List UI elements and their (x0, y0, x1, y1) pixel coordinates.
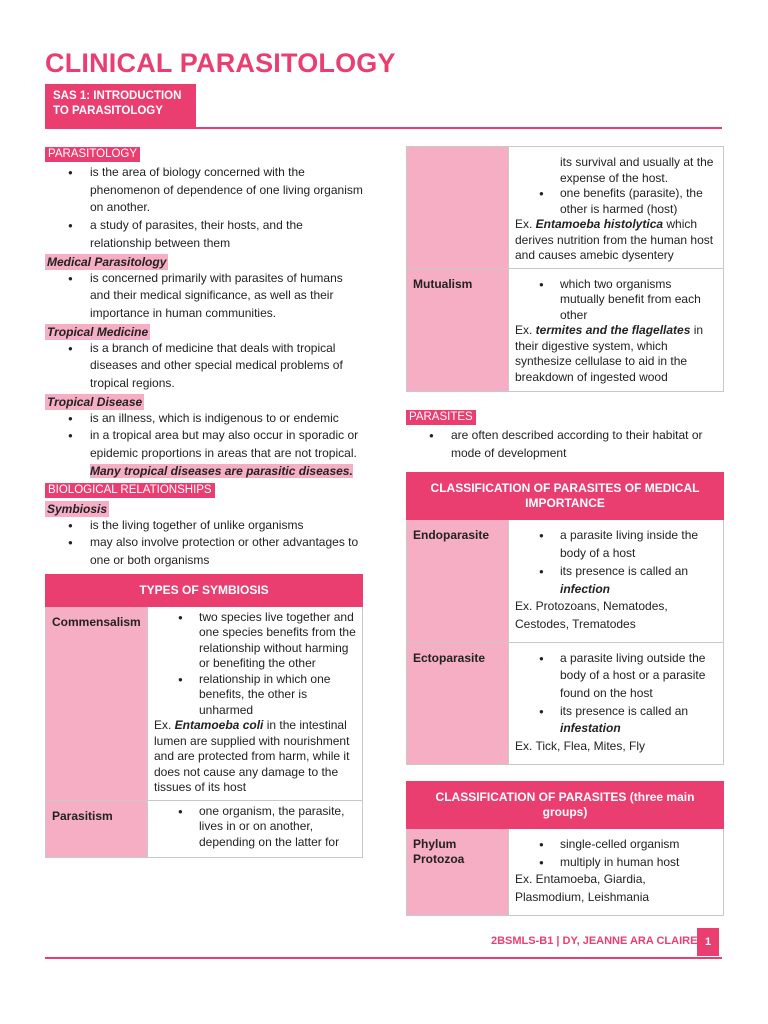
term-tropical-medicine: Tropical Medicine (47, 324, 149, 339)
table-row (407, 520, 724, 642)
list-item: ● is the area of biology concerned with the phenomenon of dependence of one living organism on another. (45, 164, 363, 217)
list-item: ● which two organisms mutually benefit from each other (515, 277, 717, 324)
list-item: ● are often described according to their habitat or mode of development (406, 427, 724, 462)
row-label: Ectoparasite (407, 642, 509, 764)
table-row (407, 268, 724, 392)
list-item: ● a parasite living inside the body of a host (515, 527, 717, 562)
example-text: Ex. Protozoans, Nematodes, Cestodes, Trematodes (515, 599, 668, 631)
table-header: CLASSIFICATION OF PARASITES OF MEDICAL IMPORTANCE (407, 473, 724, 520)
symbiosis-list (45, 517, 363, 570)
list-item: ● single-celled organism (515, 836, 717, 854)
parasitology-list (45, 164, 363, 253)
right-column (406, 146, 724, 916)
three-main-groups-table (406, 781, 724, 916)
row-value (509, 642, 724, 764)
list-item: ● its presence is called an infestation (515, 703, 717, 738)
list-item: ● is a branch of medicine that deals with tropical diseases and other special medical problems of tropical regions. (45, 340, 363, 393)
list-item: ● two species live together and one species benefits from the relationship without harming or benefiting the other (154, 610, 356, 672)
example-text: Ex. Entamoeba histolytica which derives nutrition from the human host and causes amebic dysentery (515, 217, 714, 262)
table-header: CLASSIFICATION OF PARASITES (three main groups) (407, 781, 724, 828)
list-item: ● a parasite living outside the body of a host or a parasite found on the host (515, 650, 717, 703)
highlighted-text: Many tropical diseases are parasitic diseases. (90, 463, 353, 478)
row-label: Endoparasite (407, 520, 509, 642)
example-text: Ex. Entamoeba coli in the intestinal lumen are supplied with nourishment and are protected from harm, while it does not cause any damage to the tissues of its host (154, 718, 350, 795)
parasitology-heading: PARASITOLOGY (45, 147, 140, 162)
footer-divider (45, 957, 722, 959)
example-text: Ex. Entamoeba, Giardia, Plasmodium, Leishmania (515, 872, 650, 904)
list-item: ● is an illness, which is indigenous to or endemic (45, 410, 363, 428)
page-number: 1 (697, 928, 719, 956)
types-of-symbiosis-table (45, 574, 363, 859)
table-row (407, 828, 724, 915)
list-item: ● its presence is called an infection (515, 563, 717, 598)
list-item: ● is the living together of unlike organisms (45, 517, 363, 535)
medical-importance-table (406, 472, 724, 764)
list-item: ● one organism, the parasite, lives in or on another, depending on the latter for (154, 804, 356, 851)
row-value (509, 268, 724, 392)
term-tropical-disease: Tropical Disease (47, 394, 143, 409)
list-item: ● one benefits (parasite), the other is harmed (host) (515, 186, 717, 217)
row-value (148, 606, 363, 800)
list-item: ● may also involve protection or other advantages to one or both organisms (45, 534, 363, 569)
biological-relationships-heading: BIOLOGICAL RELATIONSHIPS (45, 483, 215, 498)
row-value (509, 520, 724, 642)
medical-parasitology-list (45, 270, 363, 323)
list-item: ● is concerned primarily with parasites of humans and their medical significance, as well as their importance in human communities. (45, 270, 363, 323)
example-text: Ex. Tick, Flea, Mites, Fly (515, 739, 646, 754)
table-header: TYPES OF SYMBIOSIS (46, 574, 363, 606)
parasites-list (406, 427, 724, 462)
section-subtitle: SAS 1: INTRODUCTION TO PARASITOLOGY (45, 84, 196, 128)
types-of-symbiosis-table-continued (406, 146, 724, 392)
table-row (407, 147, 724, 269)
row-label: Mutualism (407, 268, 509, 392)
row-label: Phylum Protozoa (407, 828, 509, 915)
term-symbiosis: Symbiosis (47, 501, 108, 516)
footer-author: 2BSMLS-B1 | DY, JEANNE ARA CLAIRE (491, 935, 698, 947)
parasites-heading: PARASITES (406, 410, 476, 425)
row-value (148, 800, 363, 858)
left-column (45, 146, 363, 858)
row-label: Commensalism (46, 606, 148, 800)
table-row (46, 606, 363, 800)
list-item: ● a study of parasites, their hosts, and the relationship between them (45, 217, 363, 252)
list-item: ● multiply in human host (515, 854, 717, 872)
table-row (407, 642, 724, 764)
row-label: Parasitism (46, 800, 148, 858)
table-row (46, 800, 363, 858)
list-item (45, 427, 363, 480)
row-value (509, 147, 724, 269)
list-item-text: in a tropical area but may also occur in sporadic or epidemic proportions in areas that are not tropical. (90, 428, 359, 461)
tropical-medicine-list (45, 340, 363, 393)
tropical-disease-list (45, 410, 363, 481)
page-title: CLINICAL PARASITOLOGY (45, 48, 396, 78)
header-divider (45, 127, 722, 129)
term-medical-parasitology: Medical Parasitology (47, 254, 167, 269)
row-value (509, 828, 724, 915)
list-item: ● relationship in which one benefits, the other is unharmed (154, 672, 356, 719)
example-text: Ex. termites and the flagellates in their digestive system, which synthesize cellulase to aid in the breakdown of ingested wood (515, 323, 704, 384)
list-item: its survival and usually at the expense of the host. (560, 155, 714, 185)
row-label (407, 147, 509, 269)
